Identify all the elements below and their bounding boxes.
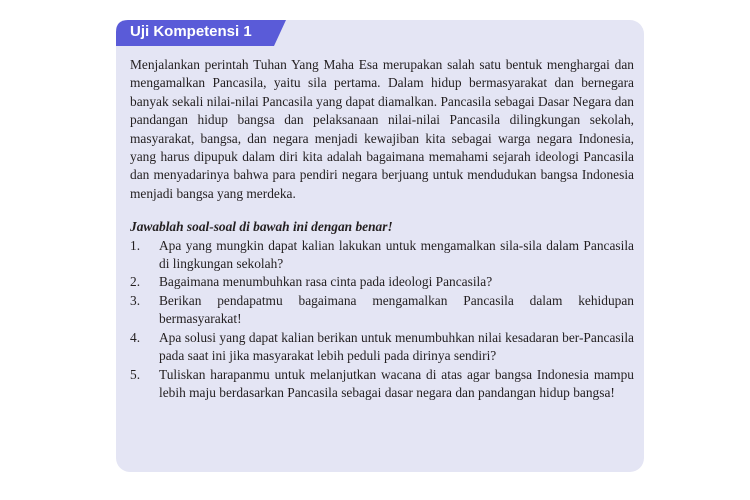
question-text: Apa yang mungkin dapat kalian lakukan untuk mengamalkan sila-sila dalam Pancasila di lingkungan sekolah? — [159, 237, 634, 272]
question-item — [130, 329, 634, 366]
section-tab — [116, 20, 286, 46]
section-title: Uji Kompetensi 1 — [130, 23, 252, 40]
question-item — [130, 273, 634, 291]
question-text: Apa solusi yang dapat kalian berikan untuk menumbuhkan nilai kesadaran ber-Pancasila pada saat ini jika masyarakat lebih peduli pada dirinya sendiri? — [159, 329, 634, 364]
question-item — [130, 366, 634, 403]
question-number: 5. — [130, 366, 141, 382]
exercise-content — [130, 56, 634, 402]
question-item — [130, 292, 634, 329]
instruction-text: Jawablah soal-soal di bawah ini dengan benar! — [130, 219, 393, 235]
question-number: 2. — [130, 274, 141, 290]
question-text: Tuliskan harapanmu untuk melanjutkan wacana di atas agar bangsa Indonesia mampu lebih maju berdasarkan Pancasila sebagai dasar negara dan pandangan hidup bangsa! — [159, 366, 634, 400]
question-list — [130, 237, 634, 403]
question-number: 1. — [130, 237, 141, 253]
intro-paragraph: Menjalankan perintah Tuhan Yang Maha Esa merupakan salah satu bentuk menghargai dan mengamalkan Pancasila, yaitu sila pertama. Dalam hidup bermasyarakat dan bernegara banyak sekali nilai-nilai Pancasila yang dapat diamalkan. Pancasila sebagai Dasar Negara dan pandangan hidup bangsa dan pelaksanaan nilai-nilai Pancasila dilingkungan sekolah, masyarakat, bangsa, dan negara menjadi kewajiban kita sebagai warga negara Indonesia, yang harus dipupuk dalam diri kita adalah bagaimana memahami sejarah ideologi Pancasila dan menyadarinya bahwa para pendiri negara berjuang untuk mendudukan bangsa Indonesia menjadi bangsa yang merdeka. — [130, 57, 634, 201]
question-number: 4. — [130, 329, 141, 345]
question-text: Berikan pendapatmu bagaimana mengamalkan Pancasila dalam kehidupan bermasyarakat! — [159, 292, 634, 327]
question-text: Bagaimana menumbuhkan rasa cinta pada ideologi Pancasila? — [159, 274, 493, 290]
question-number: 3. — [130, 292, 141, 308]
question-item — [130, 237, 634, 274]
